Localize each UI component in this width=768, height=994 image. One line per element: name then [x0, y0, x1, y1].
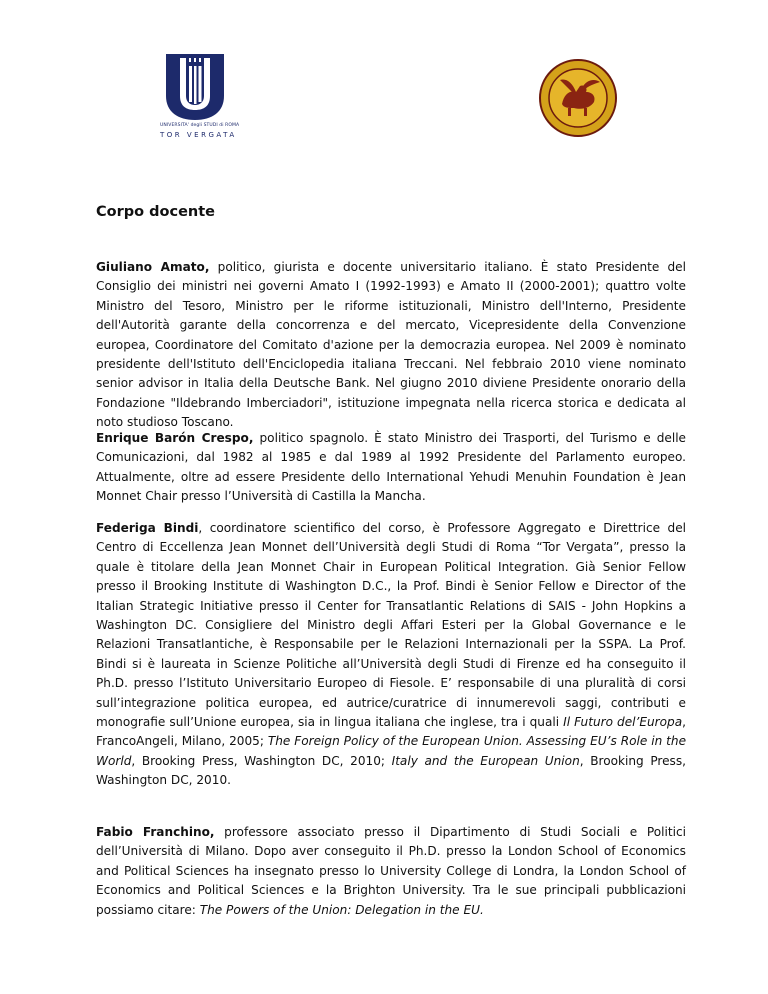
- university-subname: TOR VERGATA: [160, 131, 237, 139]
- university-logo: [160, 52, 240, 144]
- bio-text: politico, giurista e docente universitario italiano. È stato Presidente del Consiglio dei ministri nei governi Amato I (1992-1993) e Amato II (2000-2001); quattro volte Ministro del Tesoro, Ministro per le riforme istituzionali, Ministro dell'Interno, Presidente dell'Autorità garante della concorrenza e del mercato, Vicepresidente della Convenzione europea, Coordinatore del Comitato d'azione per la democrazia europea. Nel 2009 è nominato presidente dell'Istituto dell'Enciclopedia italiana Treccani. Nel febbraio 2010 viene nominato senior advisor in Italia della Deutsche Bank. Nel giugno 2010 diviene Presidente onorario della Fondazione "Ildebrando Imberciadori", istituzione impegnata nella ricerca storica e dedicata al noto studioso Toscano.: [96, 260, 686, 430]
- bio-paragraph-baron-crespo: [96, 429, 686, 507]
- person-name: Fabio Franchino,: [96, 825, 215, 839]
- book-title: The Powers of the Union: Delegation in the EU.: [199, 902, 484, 917]
- bio-paragraph-bindi: [96, 519, 686, 791]
- person-name: Giuliano Amato,: [96, 260, 210, 274]
- bio-text: , Brooking Press, Washington DC, 2010.: [96, 753, 686, 788]
- bio-text: , FrancoAngeli, Milano, 2005;: [96, 715, 686, 749]
- bio-paragraph-franchino: [96, 823, 686, 920]
- book-title: The Foreign Policy of the European Union. Assessing EU’s Role in the World: [96, 734, 687, 768]
- book-title: Il Futuro del’Europa: [563, 715, 683, 730]
- bio-text: politico spagnolo. È stato Ministro dei Trasporti, del Turismo e delle Comunicazioni, dal 1982 al 1985 e dal 1989 al 1992 Presidente del Parlamento europeo. Attualmente, oltre ad essere Presidente dello International Yehudi Menuhin Foundation è Jean Monnet Chair presso l’Università di Castilla la Mancha.: [96, 431, 686, 504]
- bio-text: professore associato presso il Dipartimento di Studi Sociali e Politici dell’Università di Milano. Dopo aver conseguito il Ph.D. presso la London School of Economics and Political Sciences ha insegnato presso lo University College di Londra, la London School of Economics and Political Sciences e la Brighton University. Tra le sue principali pubblicazioni possiamo citare:: [96, 825, 686, 917]
- page-heading: Corpo docente: [96, 204, 216, 220]
- tower-u-logo-icon: [160, 52, 230, 122]
- book-title: Italy and the European Union: [391, 753, 580, 768]
- bio-text: , coordinatore scientifico del corso, è Professore Aggregato e Direttrice del Centro di Eccellenza Jean Monnet dell’Università degli Studi di Roma “Tor Vergata”, presso la quale è titolare della Jean Monnet Chair in European Political Integration. Già Senior Fellow presso il Brooking Institute di Washington D.C., la Prof. Bindi è Senior Fellow e Director of the Italian Strategic Initiative presso il Center for Transatlantic Relations di SAIS - John Hopkins a Washington DC. Consigliere del Ministro degli Affari Esteri per la Global Governance e le Relazioni Transatlantiche, è Responsabile per le Relazioni Internazionali per la SSPA. La Prof. Bindi si è laureata in Scienze Politiche all’Università degli Studi di Firenze ed ha conseguito il Ph.D. presso l’Istituto Universitario Europeo di Fiesole. E’ responsabile di una pluralità di corsi sull’integrazione politica europea, ed autrice/curatrice di innumerevoli saggi, contributi e monografie sull’Unione europea, sia in lingua italiana che inglese, tra i quali: [96, 521, 686, 730]
- sspa-seal: [538, 58, 618, 138]
- university-name: UNIVERSITA' degli STUDI di ROMA: [160, 123, 240, 128]
- person-name: Enrique Barón Crespo,: [96, 431, 254, 445]
- person-name: Federiga Bindi: [96, 521, 199, 535]
- bio-text: , Brooking Press, Washington DC, 2010;: [131, 753, 392, 768]
- bio-paragraph-amato: [96, 258, 686, 433]
- winged-lion-seal-icon: [538, 58, 618, 138]
